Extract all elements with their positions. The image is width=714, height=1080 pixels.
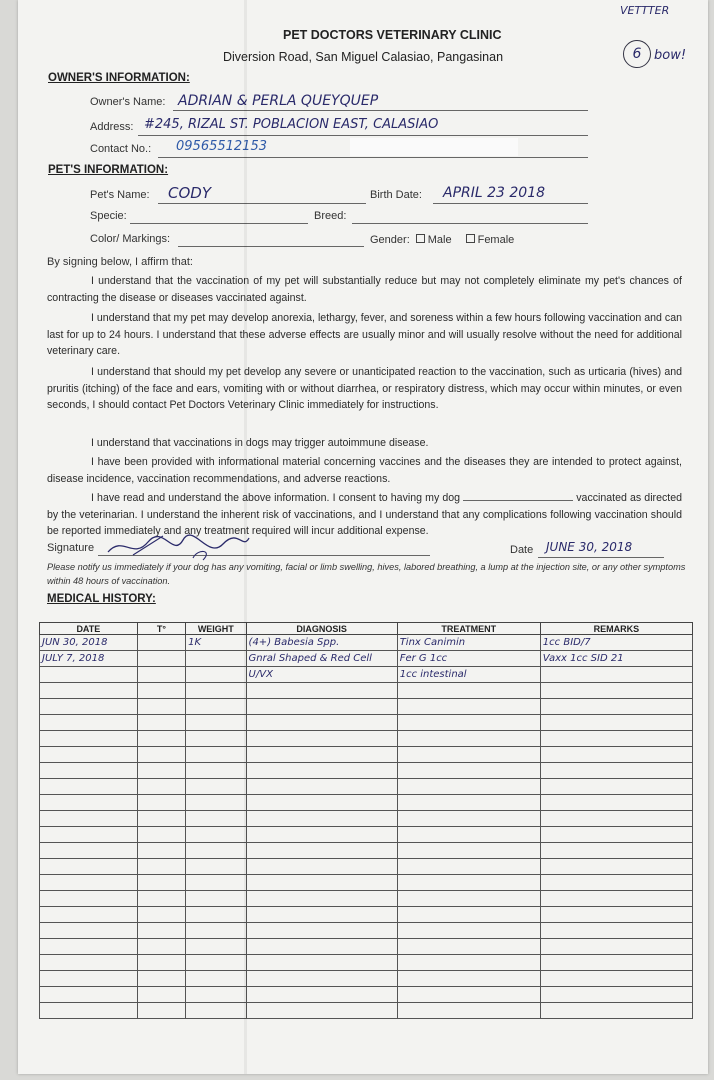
table-cell: [40, 811, 138, 827]
column-header: T°: [137, 623, 185, 635]
table-cell: [186, 955, 246, 971]
table-row: [40, 859, 693, 875]
table-cell: [137, 939, 185, 955]
table-cell: JULY 7, 2018: [40, 651, 138, 667]
owner-name-label: Owner's Name:: [90, 96, 166, 108]
table-row: [40, 987, 693, 1003]
table-row: [40, 971, 693, 987]
table-cell: [186, 811, 246, 827]
consent-paragraph-1: I understand that the vaccination of my pet will substantially reduce but may not completely eliminate my pet's chances of contracting the disease or diseases vaccinated against.: [47, 275, 682, 304]
table-cell: [40, 747, 138, 763]
table-cell: [137, 875, 185, 891]
table-cell: U/VX: [246, 667, 397, 683]
table-cell: [186, 779, 246, 795]
table-cell: [40, 987, 138, 1003]
pet-name-label: Pet's Name:: [90, 189, 150, 201]
table-cell: [397, 923, 540, 939]
table-cell: [186, 827, 246, 843]
table-cell: [137, 635, 185, 651]
redaction-box: [350, 138, 518, 156]
table-cell: [186, 667, 246, 683]
table-cell: [40, 859, 138, 875]
table-cell: [246, 939, 397, 955]
table-cell: [397, 731, 540, 747]
table-cell: [186, 795, 246, 811]
signature-label: Signature: [47, 542, 95, 554]
table-cell: [246, 843, 397, 859]
table-row: [40, 747, 693, 763]
table-row: [40, 779, 693, 795]
table-cell: [246, 987, 397, 1003]
fold-crease: [244, 0, 247, 1074]
table-cell: [40, 667, 138, 683]
table-cell: [40, 875, 138, 891]
table-cell: [186, 939, 246, 955]
table-cell: [137, 667, 185, 683]
consent-paragraph-3: I understand that should my pet develop any severe or unanticipated reaction to the vaccination, such as urticaria (hives) and pruritis (itching) of the face and ears, vomiting with or without diarrhea, or respiratory distress, which may occur within minutes, or even seconds, I should contact Pet Doctors Veterinary Clinic immediately for instructions.: [47, 366, 682, 411]
table-cell: [397, 779, 540, 795]
pet-section-title: PET'S INFORMATION:: [48, 164, 169, 176]
table-cell: [137, 651, 185, 667]
table-cell: [137, 859, 185, 875]
table-cell: [40, 731, 138, 747]
table-cell: [137, 843, 185, 859]
table-cell: Fer G 1cc: [397, 651, 540, 667]
notice-text: Please notify us immediately if your dog has any vomiting, facial or limb swelling, hives, labored breathing, a lump at the injection site, or any other symptoms within 48 hours of vaccination.: [47, 562, 686, 586]
table-cell: [137, 747, 185, 763]
corner-note-after: bow!: [654, 48, 687, 63]
table-cell: [186, 907, 246, 923]
column-header: DIAGNOSIS: [246, 623, 397, 635]
date-label: Date: [510, 544, 534, 556]
table-row: [40, 667, 693, 683]
contact-value: 09565512153: [176, 139, 267, 154]
table-row: [40, 811, 693, 827]
table-cell: [186, 731, 246, 747]
table-cell: [137, 795, 185, 811]
table-cell: [40, 891, 138, 907]
table-cell: [397, 715, 540, 731]
table-row: [40, 651, 693, 667]
table-cell: [397, 843, 540, 859]
table-cell: [40, 955, 138, 971]
table-cell: [246, 699, 397, 715]
table-cell: [40, 827, 138, 843]
table-cell: [397, 971, 540, 987]
table-cell: [246, 731, 397, 747]
table-cell: [540, 971, 692, 987]
table-cell: [397, 795, 540, 811]
corner-note-top: VETTTER: [620, 4, 670, 17]
table-row: [40, 939, 693, 955]
table-cell: [540, 891, 692, 907]
table-cell: [40, 715, 138, 731]
table-cell: [186, 987, 246, 1003]
table-cell: [40, 843, 138, 859]
specie-label: Specie:: [90, 210, 127, 222]
table-row: [40, 955, 693, 971]
address-label: Address:: [90, 121, 134, 133]
table-row: [40, 731, 693, 747]
table-row: [40, 715, 693, 731]
table-cell: [186, 971, 246, 987]
table-cell: [397, 955, 540, 971]
table-cell: [397, 987, 540, 1003]
table-cell: [246, 955, 397, 971]
table-cell: [540, 827, 692, 843]
table-cell: [540, 875, 692, 891]
table-cell: [246, 827, 397, 843]
table-cell: [186, 683, 246, 699]
table-header-row: [40, 623, 693, 635]
female-checkbox[interactable]: [466, 234, 475, 243]
female-label: Female: [477, 234, 515, 246]
column-header: TREATMENT: [397, 623, 540, 635]
table-cell: [246, 923, 397, 939]
table-cell: [137, 811, 185, 827]
table-cell: [137, 955, 185, 971]
table-row: [40, 827, 693, 843]
clinic-address: Diversion Road, San Miguel Calasiao, Pangasinan: [223, 50, 504, 64]
table-cell: [40, 907, 138, 923]
table-cell: [40, 971, 138, 987]
table-cell: [186, 875, 246, 891]
table-cell: Vaxx 1cc SID 21: [540, 651, 692, 667]
table-cell: [246, 779, 397, 795]
table-cell: [540, 683, 692, 699]
gender-label: [370, 234, 514, 246]
table-row: [40, 795, 693, 811]
male-label: Male: [427, 234, 452, 246]
table-cell: [246, 795, 397, 811]
table-cell: [397, 875, 540, 891]
consent-intro: By signing below, I affirm that:: [47, 256, 193, 268]
owner-section-title: OWNER'S INFORMATION:: [48, 72, 190, 84]
table-cell: [137, 715, 185, 731]
medical-history-title: MEDICAL HISTORY:: [47, 593, 156, 605]
table-cell: [186, 843, 246, 859]
address-value: #245, RIZAL ST. POBLACION EAST, CALASIAO: [144, 117, 439, 132]
table-cell: [186, 763, 246, 779]
table-cell: [246, 907, 397, 923]
table-cell: [540, 715, 692, 731]
table-cell: [137, 1003, 185, 1019]
table-cell: [137, 699, 185, 715]
table-cell: [40, 779, 138, 795]
table-cell: [137, 987, 185, 1003]
table-row: [40, 907, 693, 923]
consent-paragraph-5: I have been provided with informational material concerning vaccines and the diseases they are intended to protect against, disease incidence, vaccination recommendations, and adverse reactions.: [47, 456, 682, 485]
table-cell: [397, 827, 540, 843]
table-cell: [246, 715, 397, 731]
column-header: DATE: [40, 623, 138, 635]
contact-label: Contact No.:: [90, 143, 152, 155]
table-cell: Gnral Shaped & Red Cell: [246, 651, 397, 667]
table-cell: [40, 699, 138, 715]
table-cell: [186, 651, 246, 667]
table-cell: [186, 699, 246, 715]
consent-paragraph-2: I understand that my pet may develop anorexia, lethargy, fever, and soreness within a few hours following vaccination and can last for up to 24 hours. I understand that these adverse effects are usually minor and will usually resolve without the need for additional veterinary care.: [47, 312, 682, 357]
table-cell: [137, 763, 185, 779]
table-cell: [137, 907, 185, 923]
table-cell: [137, 971, 185, 987]
table-cell: [397, 891, 540, 907]
table-cell: [186, 859, 246, 875]
medical-history-table: [39, 622, 693, 1019]
table-cell: [137, 891, 185, 907]
table-cell: [186, 715, 246, 731]
table-cell: [540, 955, 692, 971]
table-cell: [397, 811, 540, 827]
pet-name-value: CODY: [168, 184, 211, 202]
form-sheet: [18, 0, 708, 1074]
date-value: JUNE 30, 2018: [546, 540, 633, 554]
table-cell: [540, 1003, 692, 1019]
table-cell: [246, 859, 397, 875]
table-cell: [540, 843, 692, 859]
table-row: [40, 699, 693, 715]
table-cell: [40, 763, 138, 779]
table-cell: [397, 683, 540, 699]
table-cell: [186, 891, 246, 907]
column-header: REMARKS: [540, 623, 692, 635]
table-cell: [40, 683, 138, 699]
table-cell: (4+) Babesia Spp.: [246, 635, 397, 651]
breed-label: Breed:: [314, 210, 347, 222]
table-cell: [397, 699, 540, 715]
table-row: [40, 1003, 693, 1019]
table-cell: [397, 747, 540, 763]
table-cell: 1K: [186, 635, 246, 651]
column-header: WEIGHT: [186, 623, 246, 635]
table-cell: [40, 1003, 138, 1019]
table-cell: [540, 731, 692, 747]
table-cell: [246, 763, 397, 779]
clinic-name: PET DOCTORS VETERINARY CLINIC: [283, 28, 502, 42]
table-cell: [397, 859, 540, 875]
table-cell: [137, 683, 185, 699]
table-cell: [246, 1003, 397, 1019]
table-cell: [137, 827, 185, 843]
table-cell: [397, 907, 540, 923]
birth-date-label: Birth Date:: [370, 189, 422, 201]
table-cell: [540, 779, 692, 795]
table-cell: 1cc intestinal: [397, 667, 540, 683]
table-cell: [246, 811, 397, 827]
signature-scribble: [103, 530, 253, 564]
table-cell: [397, 1003, 540, 1019]
table-cell: [40, 939, 138, 955]
color-markings-label: Color/ Markings:: [90, 233, 171, 245]
table-cell: [540, 795, 692, 811]
table-cell: [540, 923, 692, 939]
table-cell: [540, 811, 692, 827]
table-cell: [186, 1003, 246, 1019]
male-checkbox[interactable]: [416, 234, 425, 243]
table-cell: [186, 747, 246, 763]
gender-label-text: Gender:: [370, 234, 410, 246]
table-cell: Tinx Canimin: [397, 635, 540, 651]
table-cell: [540, 667, 692, 683]
table-cell: [246, 747, 397, 763]
table-cell: [137, 731, 185, 747]
table-cell: [246, 875, 397, 891]
table-cell: [246, 971, 397, 987]
table-cell: [137, 779, 185, 795]
table-cell: [137, 923, 185, 939]
table-cell: [540, 987, 692, 1003]
table-row: [40, 875, 693, 891]
table-cell: [40, 795, 138, 811]
table-row: [40, 635, 693, 651]
table-cell: [397, 763, 540, 779]
table-cell: [540, 763, 692, 779]
consent-paragraph-4: I understand that vaccinations in dogs may trigger autoimmune disease.: [91, 437, 429, 449]
table-cell: [540, 939, 692, 955]
table-cell: [40, 923, 138, 939]
table-cell: [540, 747, 692, 763]
circled-number: 6: [623, 40, 651, 68]
table-cell: [246, 891, 397, 907]
table-cell: [540, 907, 692, 923]
table-row: [40, 891, 693, 907]
table-cell: [540, 699, 692, 715]
table-cell: [540, 859, 692, 875]
table-row: [40, 763, 693, 779]
owner-name-value: ADRIAN & PERLA QUEYQUEP: [178, 93, 379, 109]
table-cell: JUN 30, 2018: [40, 635, 138, 651]
table-row: [40, 923, 693, 939]
table-row: [40, 843, 693, 859]
table-row: [40, 683, 693, 699]
birth-date-value: APRIL 23 2018: [443, 185, 546, 201]
table-cell: [397, 939, 540, 955]
table-cell: [186, 923, 246, 939]
table-cell: [246, 683, 397, 699]
consent-paragraph-6: I have read and understand the above information. I consent to having my dog vaccinated as directed by the veterinarian. I understand the inherent risk of vaccinations, and I understand that any complications following vaccination should be reported immediately and any treatment required will incur additional expense.: [47, 492, 682, 537]
table-cell: 1cc BID/7: [540, 635, 692, 651]
